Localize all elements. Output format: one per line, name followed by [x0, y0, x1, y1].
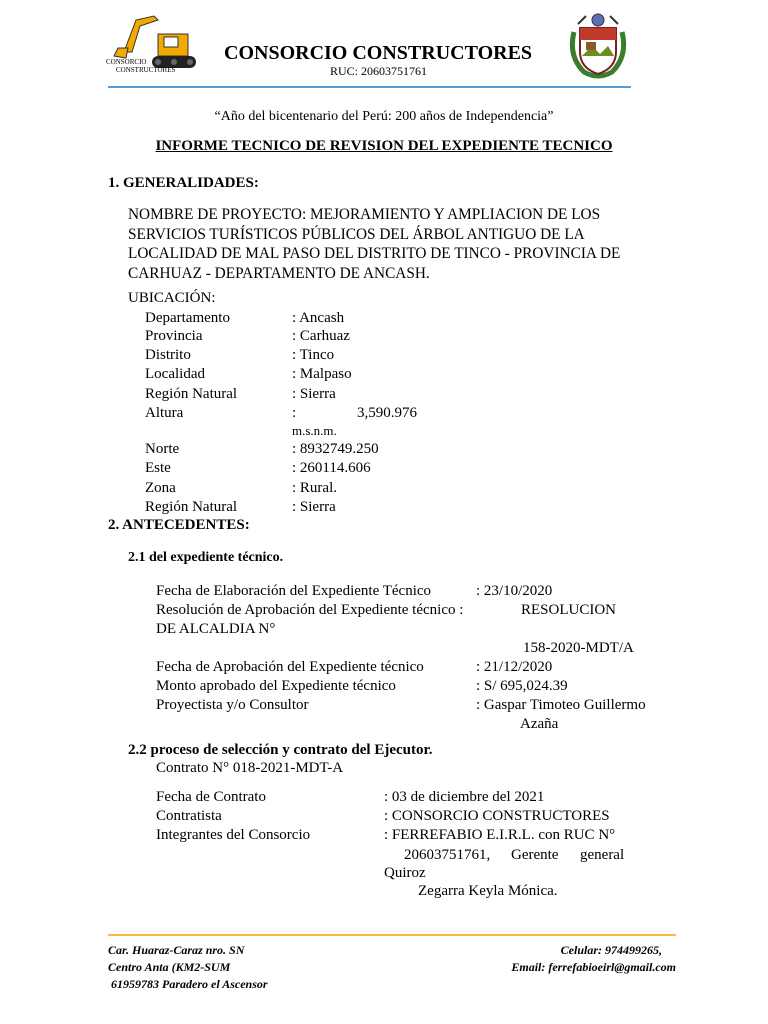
resolucion-value: RESOLUCION [521, 602, 617, 618]
ubicacion-value-region: : Sierra [292, 386, 336, 402]
contratista-value: : CONSORCIO CONSTRUCTORES [384, 808, 610, 824]
resolucion-line2: DE ALCALDIA N° [156, 621, 276, 637]
integrantes-line2-general: general [580, 847, 625, 863]
project-line: CARHUAZ - DEPARTAMENTO DE ANCASH. [128, 265, 430, 283]
integrantes-line4: Zegarra Keyla Mónica. [418, 883, 558, 899]
header-title: CONSORCIO CONSTRUCTORES [224, 42, 533, 64]
subsection-2-2-heading: 2.2 proceso de selección y contrato del Ejecutor. [128, 742, 433, 758]
ubicacion-value-norte: : 8932749.250 [292, 441, 379, 457]
resolucion-line3: 158-2020-MDT/A [523, 640, 634, 656]
ubicacion-value-distrito: : Tinco [292, 347, 335, 363]
proyectista-label: Proyectista y/o Consultor [156, 697, 309, 713]
footer-email: Email: ferrefabioeirl@gmail.com [511, 960, 676, 974]
ubicacion-label-distrito: Distrito [145, 347, 191, 363]
ubicacion-label-region-2: Región Natural [145, 499, 238, 515]
footer-address-1: Car. Huaraz-Caraz nro. SN [108, 943, 245, 957]
ubicacion-label-localidad: Localidad [145, 366, 205, 382]
fecha-contrato-label: Fecha de Contrato [156, 789, 266, 805]
integrantes-label: Integrantes del Consorcio [156, 827, 311, 843]
ubicacion-value-localidad: : Malpaso [292, 366, 352, 382]
logo-text-line2: CONSTRUCTORES [116, 66, 176, 74]
motto: “Año del bicentenario del Perú: 200 años de Independencia” [214, 109, 554, 124]
footer-phone: Celular: 974499265, [560, 943, 662, 957]
subsection-2-1-heading: 2.1 del expediente técnico. [128, 550, 284, 565]
ubicacion-value-altura: : [292, 405, 297, 421]
ubicacion-label-provincia: Provincia [145, 328, 203, 344]
monto-value: : S/ 695,024.39 [476, 678, 568, 694]
proyectista-line2: Azaña [520, 716, 559, 732]
project-name-paragraph [128, 205, 648, 284]
fecha-aprobacion-label: Fecha de Aprobación del Expediente técnico [156, 659, 424, 675]
ubicacion-value-este: : 260114.606 [292, 460, 371, 476]
ubicacion-value-zona: : Rural. [292, 480, 337, 496]
document-title: INFORME TECNICO DE REVISION DEL EXPEDIENTE TECNICO [155, 138, 613, 154]
ubicacion-label: UBICACIÓN: [128, 290, 216, 306]
footer-address-2: Centro Anta (KM2-SUM [108, 960, 231, 974]
resolucion-label: Resolución de Aprobación del Expediente técnico : [156, 602, 464, 618]
footer-rule [108, 934, 676, 936]
logo-text-line1: CONSORCIO [106, 58, 147, 66]
ubicacion-label-departamento: Departamento [145, 310, 230, 326]
ubicacion-label-norte: Norte [145, 441, 180, 457]
ubicacion-label-este: Este [145, 460, 171, 476]
ubicacion-label-zona: Zona [145, 480, 176, 496]
fecha-elaboracion-label: Fecha de Elaboración del Expediente Técnico [156, 583, 432, 599]
ubicacion-value-region-2: : Sierra [292, 499, 336, 515]
section1-heading: 1. GENERALIDADES: [108, 175, 259, 191]
fecha-elaboracion-value: : 23/10/2020 [476, 583, 553, 599]
footer-address-3: 61959783 Paradero el Ascensor [108, 977, 268, 991]
coat-of-arms-icon [566, 12, 630, 82]
ubicacion-value-departamento: : Ancash [292, 310, 345, 326]
ubicacion-value-provincia: : Carhuaz [292, 328, 350, 344]
ubicacion-value-altura-unit: m.s.n.m. [292, 423, 337, 438]
header-rule [108, 86, 631, 88]
integrantes-value: : FERREFABIO E.I.R.L. con RUC N° [384, 827, 616, 843]
contratista-label: Contratista [156, 808, 222, 824]
fecha-aprobacion-value: : 21/12/2020 [476, 659, 553, 675]
integrantes-line3: Quiroz [384, 865, 426, 881]
project-line: LOCALIDAD DE MAL PASO DEL DISTRITO DE TINCO - PROVINCIA DE [128, 245, 621, 263]
ubicacion-label-altura: Altura [145, 405, 184, 421]
contrato-number: Contrato N° 018-2021-MDT-A [156, 760, 344, 776]
monto-label: Monto aprobado del Expediente técnico [156, 678, 396, 694]
integrantes-line2-ruc: 20603751761, [404, 847, 491, 863]
proyectista-value: : Gaspar Timoteo Guillermo [476, 697, 646, 713]
coat-of-arms [566, 12, 630, 82]
section2-heading: 2. ANTECEDENTES: [108, 517, 250, 533]
fecha-contrato-value: : 03 de diciembre del 2021 [384, 789, 545, 805]
ubicacion-value-altura-number: 3,590.976 [357, 405, 417, 421]
project-line: SERVICIOS TURÍSTICOS PÚBLICOS DEL ÁRBOL ANTIGUO DE LA [128, 225, 585, 243]
project-line: NOMBRE DE PROYECTO: MEJORAMIENTO Y AMPLIACION DE LOS [128, 206, 601, 223]
header-ruc: RUC: 20603751761 [330, 64, 428, 78]
integrantes-line2-gerente: Gerente [511, 847, 559, 863]
ubicacion-label-region: Región Natural [145, 386, 238, 402]
company-logo [104, 12, 200, 76]
